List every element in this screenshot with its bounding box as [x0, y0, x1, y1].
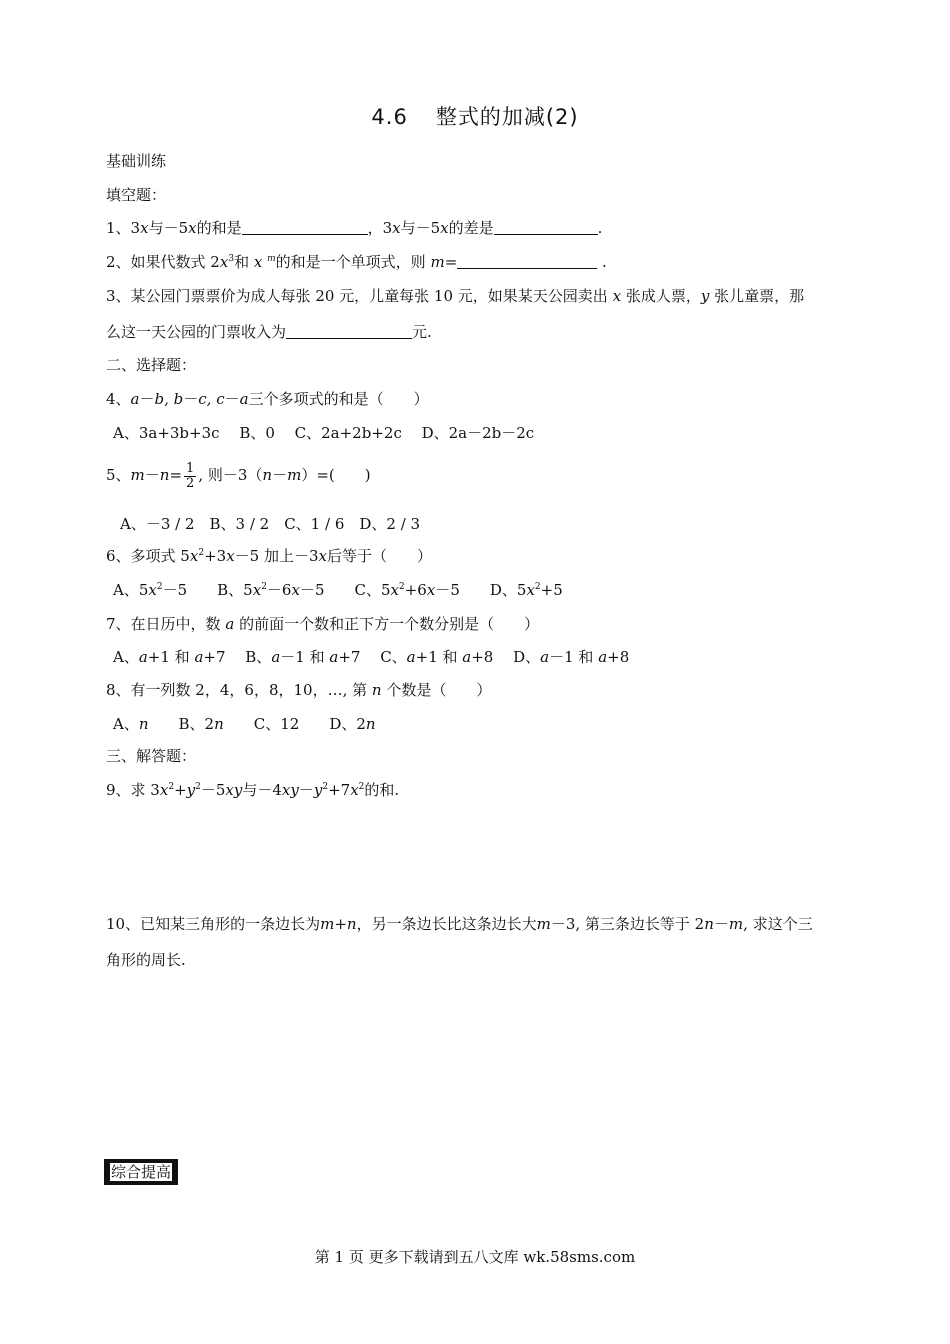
- answer-blank[interactable]: [494, 219, 598, 235]
- question-9: 9、求 $3x^2+y^2-5xy$与$-4xy-y^2+7x^2$的和.: [106, 781, 400, 799]
- question-5: 5、m－n= $\frac{1}{2}$ , 则－3（n－m）=( ): [106, 460, 371, 491]
- question-5-options: A、－3 / 2 B、3 / 2 C、1 / 6 D、2 / 3: [120, 515, 421, 533]
- page-title: 4.6 整式的加减(2): [371, 105, 579, 129]
- question-4: 4、a－b, b－c, c－a三个多项式的和是（ ）: [106, 390, 429, 408]
- question-8: 8、有一列数 2，4，6，8，10，…, 第 n 个数是（ ）: [106, 681, 492, 699]
- answer-blank[interactable]: [457, 253, 597, 269]
- question-2: 2、如果代数式 $2x^3$和 x $^m$的和是一个单项式，则 m= .: [106, 253, 607, 271]
- answer-blank[interactable]: [286, 323, 412, 339]
- question-8-options: A、n B、2n C、12 D、2n: [113, 715, 376, 733]
- question-10-line1: 10、已知某三角形的一条边长为m+n，另一条边长比这条边长大m－3, 第三条边长等于 2n－m, 求这个三: [106, 915, 813, 933]
- question-10-line2: 角形的周长.: [106, 951, 186, 969]
- question-4-options: A、3a+3b+3c B、0 C、2a+2b+2c D、2a－2b－2c: [113, 424, 535, 442]
- section-choice: 二、选择题：: [106, 356, 197, 374]
- question-1: 1、3x与－5x的和是 ，3x与－5x的差是 .: [106, 219, 603, 237]
- question-6: 6、多项式 $5x^2+3x-5$ 加上－3x后等于（ ）: [106, 547, 432, 565]
- question-6-options: A、$5x^2-5$ B、$5x^2-6x-5$ C、$5x^2+6x-5$ D、$5x^2+5$: [113, 581, 563, 599]
- section-fill: 填空题：: [106, 186, 167, 204]
- page-footer: 第 1 页 更多下载请到五八文库 wk.58sms.com: [314, 1248, 636, 1266]
- section-basic: 基础训练: [106, 152, 167, 170]
- question-7-options: A、a+1 和 a+7 B、a－1 和 a+7 C、a+1 和 a+8 D、a－1 和 a+8: [113, 648, 630, 666]
- section-solve: 三、解答题：: [106, 747, 197, 765]
- question-3-line2: 么这一天公园的门票收入为 元.: [106, 323, 432, 341]
- question-7: 7、在日历中，数 a 的前面一个数和正下方一个数分别是（ ）: [106, 615, 540, 633]
- section-advanced-label: 综合提高: [104, 1159, 178, 1185]
- answer-blank[interactable]: [242, 219, 368, 235]
- question-3-line1: 3、某公园门票票价为成人每张 20 元，儿童每张 10 元，如果某天公园卖出 x 张成人票，y 张儿童票，那: [106, 287, 805, 305]
- fraction: $\frac{1}{2}$: [186, 460, 195, 491]
